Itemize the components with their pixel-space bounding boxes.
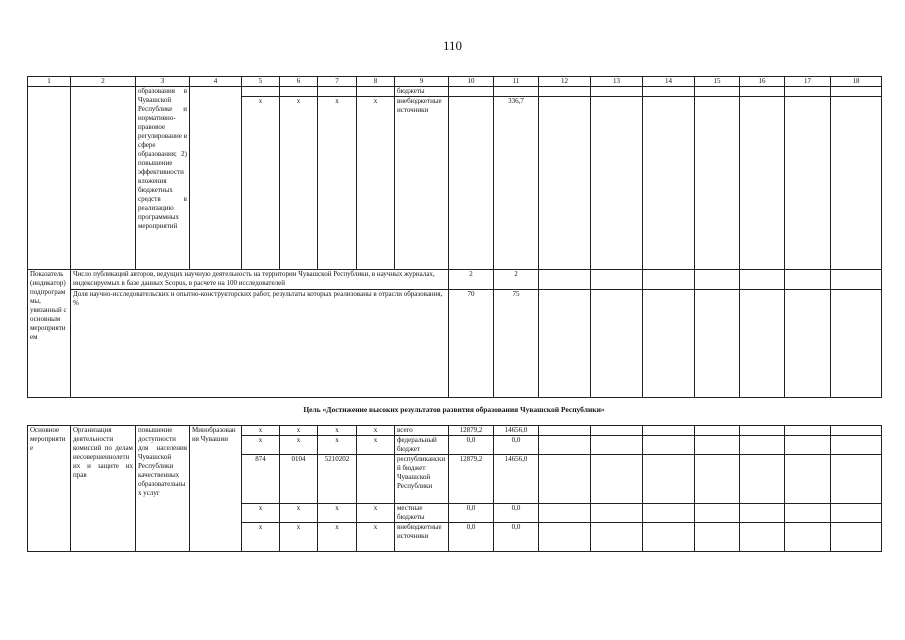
- indicator-row: Показатель (индикатор) подпрограммы, увязанный с основным мероприятием Число публикаций авторов, ведущих научную деятельность на территории Чувашской Республики, в научных журналах, индексируемых в базе данных Scopus, в расчете на 100 исследователей 2 2: [28, 270, 882, 290]
- indicator-label: Показатель (индикатор) подпрограммы, увязанный с основным мероприятием: [28, 270, 71, 398]
- amount-cell: 0,0: [494, 504, 539, 523]
- indicator-row: Доля научно-исследовательских и опытно-конструкторских работ, результаты которых реализованы в отрасли образования, % 70 75: [28, 290, 882, 398]
- funding-source: федеральный бюджет: [395, 436, 449, 455]
- program-table-upper: [27, 76, 882, 398]
- table-row: 874 0104 5210202 республиканский бюджет Чувашской Республики 12879,2 14656,0: [28, 455, 882, 504]
- amount-cell: 0,0: [494, 436, 539, 455]
- table-row: x x x x местные бюджеты 0,0 0,0: [28, 504, 882, 523]
- table-row: x x x x федеральный бюджет 0,0 0,0: [28, 436, 882, 455]
- program-table-lower: [27, 425, 882, 552]
- activity-goal: повышение доступности для населения Чувашской Республики качественных образовательных услуг: [136, 426, 190, 552]
- funding-source: внебюджетные источники: [395, 97, 449, 270]
- executor: Минобразования Чувашии: [190, 426, 242, 552]
- amount-cell: 14656,0: [494, 455, 539, 504]
- column-number: 5: [242, 77, 280, 87]
- column-number: 10: [449, 77, 494, 87]
- amount-cell: 12879,2: [449, 455, 494, 504]
- amount-cell: 14656,0: [494, 426, 539, 436]
- table-row: x x x x внебюджетные источники 336,7: [28, 97, 882, 270]
- column-number: 18: [831, 77, 882, 87]
- column-number: 6: [280, 77, 318, 87]
- amount-cell: 0,0: [494, 523, 539, 552]
- indicator-text: Доля научно-исследовательских и опытно-конструкторских работ, результаты которых реализованы в отрасли образования, %: [71, 290, 449, 398]
- column-number: 3: [136, 77, 190, 87]
- goal-title: Цель «Достижение высоких результатов развития образования Чувашской Республики»: [303, 405, 605, 414]
- column-number: 7: [318, 77, 357, 87]
- column-number: 15: [695, 77, 740, 87]
- amount-cell: 336,7: [494, 97, 539, 270]
- funding-source: всего: [395, 426, 449, 436]
- amount-cell: 0,0: [449, 523, 494, 552]
- column-number: 9: [395, 77, 449, 87]
- column-number: 13: [591, 77, 643, 87]
- table-row: Основное мероприятие Организация деятельности комиссий по делам несовершеннолетних и защите их прав повышение доступности для населения Чувашской Республики качественных образовательных услуг Минобразования Чувашии x x x x всего 12879,2 14656,0: [28, 426, 882, 436]
- column-number: 8: [357, 77, 395, 87]
- funding-source: внебюджетные источники: [395, 523, 449, 552]
- activity-name: Организация деятельности комиссий по делам несовершеннолетних и защите их прав: [71, 426, 136, 552]
- funding-source: местные бюджеты: [395, 504, 449, 523]
- column-number: 1: [28, 77, 71, 87]
- budget-label: бюджеты: [395, 87, 449, 97]
- amount-cell: 0,0: [449, 436, 494, 455]
- column-number: 2: [71, 77, 136, 87]
- indicator-text: Число публикаций авторов, ведущих научную деятельность на территории Чувашской Республики, в научных журналах, индексируемых в базе данных Scopus, в расчете на 100 исследователей: [71, 270, 449, 290]
- column-number: 17: [785, 77, 831, 87]
- column-number-row: [28, 77, 882, 87]
- column-number: 16: [740, 77, 785, 87]
- amount-cell: 0,0: [449, 504, 494, 523]
- funding-source: республиканский бюджет Чувашской Республики: [395, 455, 449, 504]
- main-activity-label: Основное мероприятие: [28, 426, 71, 552]
- amount-cell: 12879,2: [449, 426, 494, 436]
- column-number: 11: [494, 77, 539, 87]
- task-description: образования в Чувашской Республике и нормативно-правовое регулирование в сфере образования; 2) повышение эффективности вложения бюджетных средств в реализацию программных мероприятий: [136, 87, 190, 270]
- table-row: x x x x внебюджетные источники 0,0 0,0: [28, 523, 882, 552]
- column-number: 14: [643, 77, 695, 87]
- page-number: 110: [442, 38, 463, 53]
- column-number: 4: [190, 77, 242, 87]
- table-row: [28, 87, 882, 97]
- column-number: 12: [539, 77, 591, 87]
